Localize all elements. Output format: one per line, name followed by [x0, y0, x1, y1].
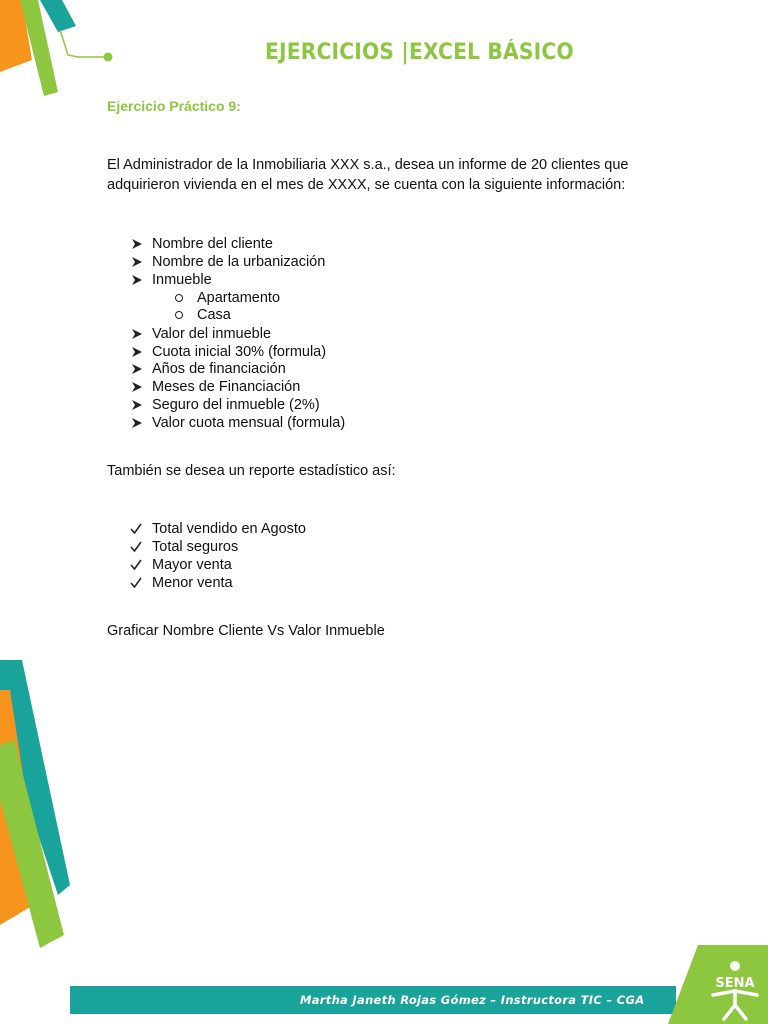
arrowhead-bullet-icon	[131, 381, 143, 393]
checkmark-icon	[130, 577, 142, 589]
arrowhead-bullet-icon	[131, 328, 143, 340]
circle-bullet-icon	[175, 311, 183, 319]
field-label: Nombre del cliente	[152, 236, 273, 252]
report-item-label: Mayor venta	[152, 557, 232, 573]
exercise-subtitle: Ejercicio Práctico 9:	[107, 98, 241, 114]
sena-logo-text: SENA	[715, 976, 755, 991]
checkmark-icon	[130, 523, 142, 535]
field-label: Apartamento	[197, 290, 281, 306]
field-label: Inmueble	[152, 272, 212, 288]
arrowhead-bullet-icon	[131, 363, 143, 375]
side-decoration	[0, 0, 90, 1024]
arrowhead-bullet-icon	[131, 238, 143, 250]
field-label: Casa	[197, 307, 231, 323]
field-label: Seguro del inmueble (2%)	[152, 397, 320, 413]
report-item-label: Total seguros	[152, 539, 239, 555]
arrowhead-bullet-icon	[131, 256, 143, 268]
field-label: Valor del inmueble	[152, 326, 272, 342]
arrowhead-bullet-icon	[131, 399, 143, 411]
sena-logo	[668, 945, 768, 1024]
field-label: Valor cuota mensual (formula)	[152, 415, 346, 431]
field-label: Cuota inicial 30% (formula)	[152, 344, 327, 360]
report-item-label: Total vendido en Agosto	[152, 521, 306, 537]
field-label: Años de financiación	[152, 361, 286, 377]
chart-instruction: Graficar Nombre Cliente Vs Valor Inmueble	[107, 623, 385, 639]
report-intro: También se desea un reporte estadístico así:	[107, 463, 396, 479]
footer-author: Martha Janeth Rojas Gómez – Instructora TIC – CGA	[300, 993, 645, 1007]
field-label: Meses de Financiación	[152, 379, 301, 395]
arrowhead-bullet-icon	[131, 417, 143, 429]
arrowhead-bullet-icon	[131, 346, 143, 358]
header-title: EJERCICIOS |EXCEL BÁSICO	[265, 40, 574, 65]
report-item-label: Menor venta	[152, 575, 233, 591]
header-decoration	[0, 0, 130, 110]
field-label: Nombre de la urbanización	[152, 254, 326, 270]
circle-bullet-icon	[175, 294, 183, 302]
checkmark-icon	[130, 541, 142, 553]
intro-paragraph: El Administrador de la Inmobiliaria XXX s.a., desea un informe de 20 clientes que adquirieron vivienda en el mes de XXXX, se cuenta con la siguiente información:	[107, 157, 629, 193]
arrowhead-bullet-icon	[131, 274, 143, 286]
checkmark-icon	[130, 559, 142, 571]
